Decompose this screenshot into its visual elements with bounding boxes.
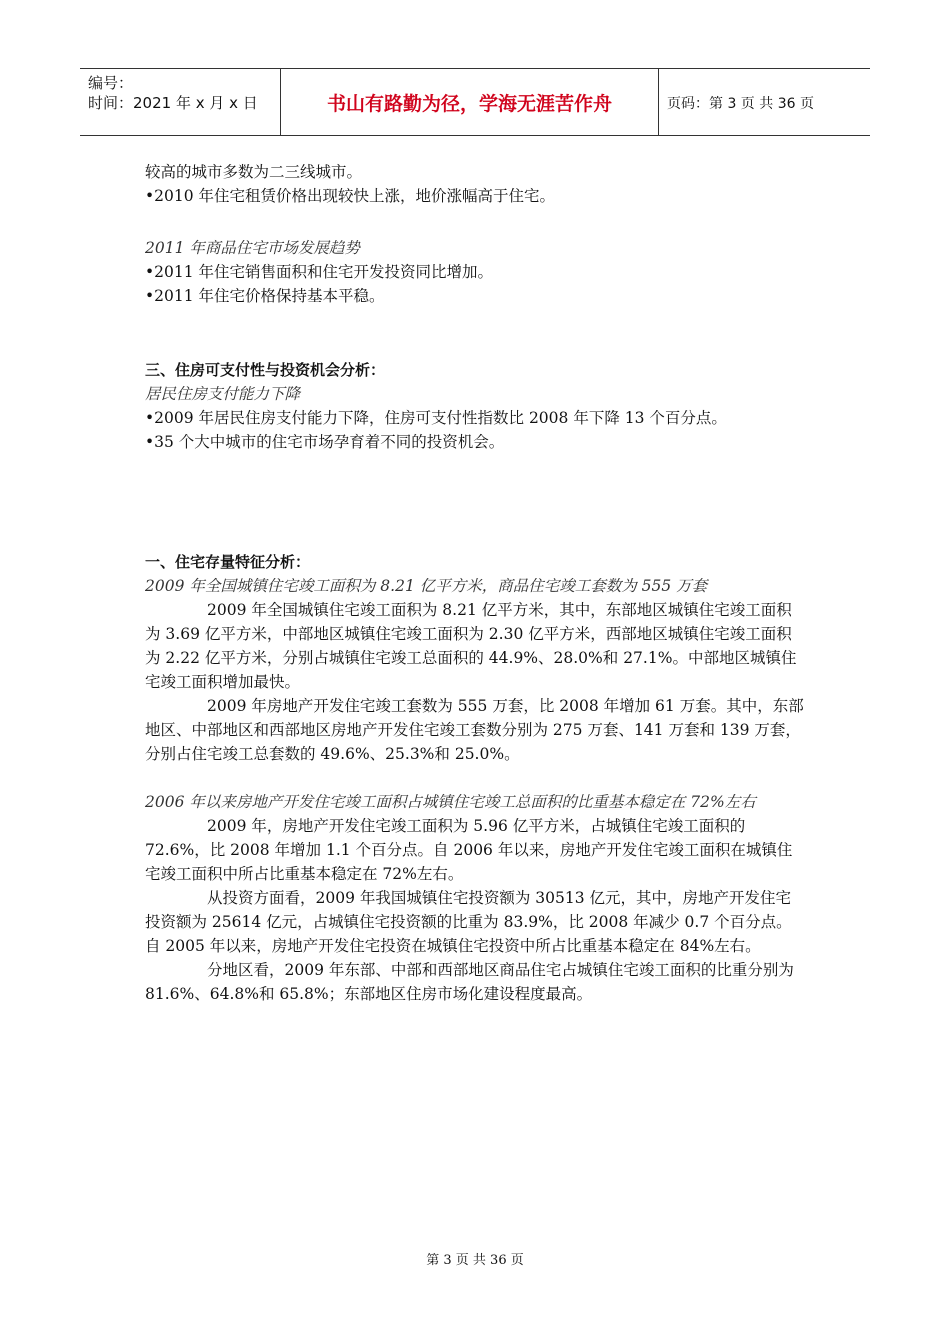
bullet-item: •2010 年住宅租赁价格出现较快上涨，地价涨幅高于住宅。 [145, 187, 556, 205]
paragraph: 分地区看，2009 年东部、中部和西部地区商品住宅占城镇住宅竣工面积的比重分别为 81.6%、64.8%和 65.8%；东部地区住房市场化建设程度最高。 [145, 961, 794, 1003]
subsection-title: 2006 年以来房地产开发住宅竣工面积占城镇住宅竣工总面积的比重基本稳定在 72%左右 [145, 793, 756, 811]
subsection-title: 2011 年商品住宅市场发展趋势 [145, 239, 360, 257]
header-page-info: 页码：第 3 页 共 36 页 [667, 95, 814, 112]
bullet-item: •2011 年住宅销售面积和住宅开发投资同比增加。 [145, 263, 494, 281]
paragraph: 从投资方面看，2009 年我国城镇住宅投资额为 30513 亿元，其中，房地产开发住宅投资额为 25614 亿元，占城镇住宅投资额的比重为 83.9%，比 2008 年减少 0.7 个百分点。自 2005 年以来，房地产开发住宅投资在城镇住宅投资中所占比重基本稳定在 84%左右。 [145, 889, 792, 955]
bullet-item: •35 个大中城市的住宅市场孕育着不同的投资机会。 [145, 433, 505, 451]
bullet-item: •2011 年住宅价格保持基本平稳。 [145, 287, 385, 305]
paragraph: 2009 年房地产开发住宅竣工套数为 555 万套，比 2008 年增加 61 万套。其中，东部地区、中部地区和西部地区房地产开发住宅竣工套数分别为 275 万套、141 万套和 139 万套，分别占住宅竣工总套数的 49.6%、25.3%和 25.0%。 [145, 697, 804, 763]
paragraph: 2009 年，房地产开发住宅竣工面积为 5.96 亿平方米，占城镇住宅竣工面积的 72.6%，比 2008 年增加 1.1 个百分点。自 2006 年以来，房地产开发住宅竣工面积在城镇住宅竣工面积中所占比重基本稳定在 72%左右。 [145, 817, 793, 883]
paragraph: 2009 年全国城镇住宅竣工面积为 8.21 亿平方米，其中，东部地区城镇住宅竣工面积为 3.69 亿平方米，中部地区城镇住宅竣工面积为 2.30 亿平方米，西部地区城镇住宅竣工面积为 2.22 亿平方米，分别占城镇住宅竣工总面积的 44.9%、28.0%和 27.1%。中部地区城镇住宅竣工面积增加最快。 [145, 601, 797, 691]
header-meta [80, 69, 281, 136]
section-heading: 一、住宅存量特征分析： [145, 553, 311, 571]
subsection-title: 居民住房支付能力下降 [145, 385, 301, 403]
page-header [80, 68, 870, 136]
page-footer: 第 3 页 共 36 页 [426, 1253, 524, 1268]
document-body [145, 160, 805, 1006]
header-motto: 书山有路勤为径，学海无涯苦作舟 [281, 69, 659, 136]
time-label: 时间：2021 年 x 月 x 日 [88, 94, 258, 112]
number-label: 编号： [88, 74, 134, 92]
subsection-title: 2009 年全国城镇住宅竣工面积为 8.21 亿平方米，商品住宅竣工套数为 555 万套 [145, 577, 708, 595]
body-text: 较高的城市多数为二三线城市。 [145, 163, 363, 181]
section-heading: 三、住房可支付性与投资机会分析： [145, 361, 386, 379]
bullet-item: •2009 年居民住房支付能力下降，住房可支付性指数比 2008 年下降 13 个百分点。 [145, 409, 727, 427]
